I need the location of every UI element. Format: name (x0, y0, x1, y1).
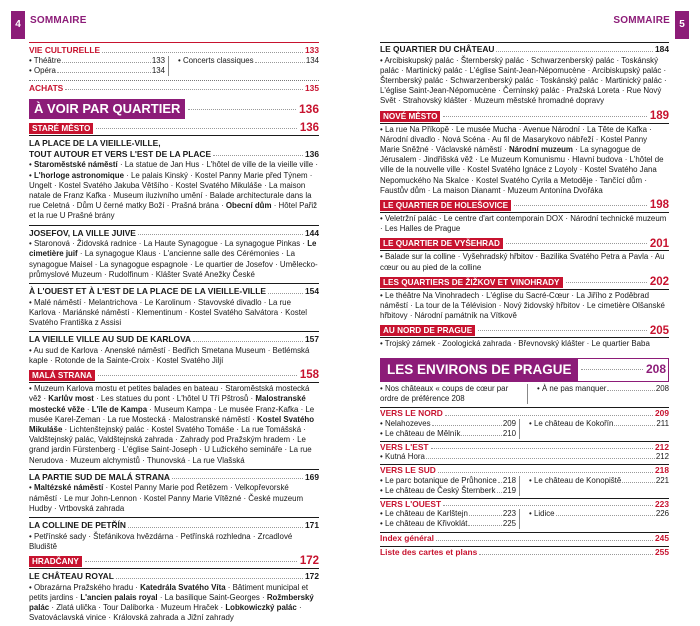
district-page: 205 (649, 324, 669, 337)
text-run: · Bâtiment municipal et petits jardins · (29, 582, 309, 602)
highlight: Malostranské mostecké věže (29, 394, 306, 414)
text-run: • Malé náměstí · Melantrichova · Le Karolinum · Stavovské divadlo · La rue Karlova · Mariánské náměstí · Klementinum · Kostel Svatého Salvátora · Kostel Svatého Františka z Assisi (29, 297, 308, 327)
divider (380, 42, 669, 43)
district-page: 198 (649, 199, 669, 212)
divider (380, 289, 669, 290)
subitem[interactable] (380, 429, 516, 439)
entry-contents (29, 532, 319, 552)
text-run: • (29, 483, 34, 493)
toc-sud-karlova[interactable] (29, 334, 319, 345)
running-head-left: SOMMAIRE (30, 15, 87, 26)
toc-vers-l-est[interactable] (380, 442, 669, 453)
district-title: LE QUARTIER DE VYŠEHRAD (380, 238, 503, 249)
subitem-label: • Nelahozeves (380, 418, 431, 428)
entry-title: Liste des cartes et plans (380, 547, 478, 558)
district-title: MALÁ STRANA (29, 370, 95, 381)
entry-title: ACHATS (29, 82, 64, 93)
subitem-label: • Le château de Český Šternberk (380, 485, 496, 495)
subitems-col-a (380, 509, 520, 529)
text-run: • Obrazárna Pražského hradu · (29, 582, 141, 592)
dot-leader (566, 282, 647, 283)
toc-chateau-royal[interactable] (29, 571, 319, 582)
toc-vers-l-ouest[interactable] (380, 499, 669, 510)
entry-contents (29, 239, 319, 280)
text-run: · La synagogue de Jérusalem · Jindřišská věž · Le Muzeum Komunismu · Hlavní budova · L'hôtel de ville de la nouvelle ville · Kostel Svatého Ignáce z Loyoly · Kostel Svatého Jana Nepomuckého Na Skalce · Kostel Svatého Cyrila a Metoděje · Tančící dům · Faustův dům · La maison Dianamt · Muzeum Antonína Dvořáka (380, 145, 664, 195)
subitem[interactable] (380, 486, 516, 496)
entry-contents (29, 298, 319, 329)
environs-intro (380, 384, 669, 404)
toc-zizkov-vinohrady[interactable] (380, 277, 669, 288)
toc-ouest-est-place[interactable] (29, 286, 319, 297)
divider (29, 42, 319, 43)
toc-partie-sud-mala-strana[interactable] (29, 472, 319, 483)
entry-contents (380, 56, 669, 107)
section-page: 208 (645, 362, 666, 377)
highlight: L'île de Kampa (91, 404, 148, 414)
entry-contents (29, 384, 319, 466)
subitem[interactable] (380, 509, 516, 519)
subitem[interactable] (529, 419, 669, 429)
divider (29, 283, 319, 284)
text-run: • Balade sur la colline · Vyšehradský hřbitov · Bazilika Svatého Petra a Pavla · Au cœur ou au pied de la colline (380, 252, 665, 272)
subitem-page: 225 (502, 519, 516, 529)
entry-title: JOSEFOV, LA VILLE JUIVE (29, 227, 136, 238)
highlight: L'horloge astronomique (33, 170, 124, 180)
subitem-label: • Concerts classiques (178, 55, 254, 65)
entry-title: LA PARTIE SUD DE MALÁ STRANA (29, 471, 170, 482)
divider (29, 382, 319, 383)
dot-leader (172, 478, 303, 479)
subitem-page: 208 (451, 393, 465, 403)
subitem-page: 211 (656, 418, 669, 428)
subitem[interactable] (29, 66, 165, 76)
toc-vie-culturelle[interactable] (29, 45, 319, 56)
highlight: Národní muzeum (508, 145, 573, 155)
dot-leader (85, 561, 297, 562)
entry-page: 136 (305, 148, 319, 159)
entry-page: 157 (305, 334, 319, 345)
district-title: HRADČANY (29, 556, 82, 567)
entry-page: 255 (655, 547, 669, 558)
dot-leader (193, 341, 303, 342)
dot-leader (96, 128, 296, 129)
text-run: · Museum Kampa · Le musée Franz-Kafka · Le musée Karel-Zeman · La rue Mostecká · Malostranské náměstí · (29, 404, 315, 424)
highlight: L'ancien palais royal (80, 592, 158, 602)
dot-leader (98, 375, 297, 376)
entry-page: 171 (305, 520, 319, 531)
subitems-col-a (29, 56, 169, 76)
subitem-label: • Le château de Konopiště (529, 475, 622, 485)
district-page: 201 (649, 237, 669, 250)
entry-page: 144 (305, 227, 319, 238)
entry-page: 133 (305, 45, 319, 55)
toc-nove-mesto[interactable] (380, 111, 669, 122)
dot-leader (556, 515, 655, 516)
dot-leader (116, 578, 303, 579)
dot-leader (461, 435, 501, 436)
dot-leader (443, 505, 653, 506)
toc-vers-le-sud[interactable] (380, 465, 669, 476)
subitem-page: 134 (151, 65, 165, 75)
entry-title: VERS L'OUEST (380, 498, 442, 509)
page-number-left: 4 (11, 11, 25, 39)
subitem-page: 212 (655, 452, 669, 462)
dot-leader (478, 330, 647, 331)
entry-title: LE QUARTIER DU CHÂTEAU (380, 44, 495, 54)
highlight: Le cimetière juif (29, 239, 317, 259)
dot-leader (438, 472, 653, 473)
text-run: • Trojský zámek · Zoologická zahrada · Břevnovský klášter · Le quartier Baba (380, 339, 650, 349)
entry-contents (29, 583, 319, 624)
subitem-page: 209 (502, 418, 516, 428)
entry-contents (29, 483, 319, 514)
highlight: Rožmberský palác (29, 592, 314, 613)
subitem[interactable] (380, 476, 516, 486)
divider (29, 80, 319, 81)
subitems-col-b (524, 509, 669, 529)
entry-page: 245 (655, 533, 669, 544)
section-title: À VOIR PAR QUARTIER (29, 99, 185, 119)
entry-title: LE CHÂTEAU ROYAL (29, 571, 114, 582)
text-run: • Petřínské sady · Štefánikova hvězdárna · Petřínská rozhledna · Zrcadlové Bludiště (29, 531, 293, 551)
dot-leader (468, 525, 501, 526)
subitems-col-a (380, 419, 520, 439)
entry-contents: • Staroměstské náměstí · La statue de Jan Hus · L'hôtel de ville de la vieille ville · • L'horloge astronomique · Le palais Kinský · Kostel Panny Marie před Týnem · Ungelt · Kostel Svatého Jakuba Většího · Kostel Svatého Mikuláše · La maison natale de Franz Kafka · Museum iluzivního umění · Balade architecturale dans la rue Celetná · Dům U černé matky Boží · Prašná brána · Obecní dům · Hôtel Pařiž et la rue U Prašné brány (29, 160, 318, 221)
entry-contents (380, 252, 669, 272)
toc-quartier-chateau[interactable] (380, 44, 669, 55)
divider (29, 517, 319, 518)
dot-leader (498, 482, 502, 483)
dot-leader (426, 458, 655, 459)
text-run: · Svatováclavská vinice · Královská zahrada a Jižní zahrady (29, 603, 302, 623)
toc-place-vieille-ville[interactable] (29, 138, 319, 159)
divider (29, 331, 319, 332)
entry-title: Index général (380, 533, 434, 544)
entry-contents (29, 346, 319, 366)
district-title: AU NORD DE PRAGUE (380, 325, 475, 336)
entry-title: LA VIEILLE VILLE AU SUD DE KARLOVA (29, 334, 192, 345)
dot-leader (496, 51, 653, 52)
running-head-right: SOMMAIRE (613, 15, 670, 26)
dot-leader (128, 527, 303, 528)
toc-index-general[interactable] (380, 533, 669, 544)
dot-leader (138, 234, 303, 235)
entry-title: VIE CULTURELLE (29, 45, 101, 55)
entry-title: VERS L'EST (380, 441, 429, 452)
text-run: • La rue Na Příkopě · Le musée Mucha · Avenue Národní · La Tête de Kafka · Národní divadlo · Nová Scéna · Au fil de Masarykovo nábřeží · Kostel Panny Marie Sněžné · Václavské náměstí · (380, 124, 652, 155)
dot-leader (622, 482, 655, 483)
divider (380, 250, 669, 251)
text-run: · Le palais Kinský · Kostel Panny Marie před Týnem · Ungelt · Kostel Svatého Jakuba Většího · Kostel Svatého Mikuláše · La maison natale de Franz Kafka · Museum iluzivního umění · Balade architecturale dans la rue Celetná · Dům U černé matky Boží · Prašná brána · (29, 170, 313, 211)
subitem[interactable] (380, 452, 669, 462)
toc-mala-strana[interactable] (29, 370, 319, 381)
subitem[interactable] (380, 519, 516, 529)
district-page: 158 (299, 369, 319, 382)
subitem-page: 134 (305, 55, 319, 65)
subitems-col-a (380, 476, 520, 496)
entry-page: 223 (655, 498, 669, 509)
entry-page: 154 (305, 286, 319, 296)
subitem-page: 210 (502, 428, 516, 438)
subitem-label: • À ne pas manquer (537, 383, 607, 393)
text-run: · Les statues du pont · L'hôtel U Tří Pštrosů · (93, 394, 256, 404)
dot-leader (443, 116, 646, 117)
district-page: 202 (649, 276, 669, 289)
dot-leader (102, 52, 303, 53)
toc-holesovice[interactable] (380, 200, 669, 211)
divider (29, 225, 319, 226)
subitem[interactable] (529, 476, 669, 486)
entry-page: 172 (305, 571, 319, 582)
subitem-label: • Lidice (529, 509, 555, 519)
subitem-label: • Le château de Mělník (380, 428, 461, 438)
highlight: Staroměstské náměstí (33, 160, 118, 170)
right-column (380, 42, 669, 558)
text-run: · La basilique Saint-Georges · (157, 592, 267, 602)
subitem-label: • Théâtre (29, 55, 62, 65)
subitem-page: 223 (502, 509, 516, 519)
text-run: • Le théâtre Na Vinohradech · L'église du Sacré-Cœur · La Jiřího z Poděbrad náměstí · La tour de la Télévision · Nový židovský hřbitov · Le cimetière Olšanské hřbitovy · Národní památník na Vítkově (380, 290, 665, 321)
text-run: • Arcibiskupský palác · Šternberský palác · Schwarzenberský palác · Toskánský palác · Martinický palác · L'église Saint-Jean-Népomucène · Arcibiskupský palác · Šternberský palác · Schwarzenberský palác · Toskánský palác · Martinický palác · L'église Saint-Jean-Népomucène · Černínský palác · Pražská Loreta · Rue Nový Svět · Strahovský klášter · Muzeum městské hromadné dopravy (380, 55, 667, 106)
district-title: LES QUARTIERS DE ŽIŽKOV ET VINOHRADY (380, 277, 563, 288)
toc-a-voir-par-quartier[interactable] (29, 99, 319, 119)
subitem-label: • Le château de Karlštejn (380, 509, 468, 519)
highlight: Katedrála Svatého Víta (140, 582, 226, 592)
text-run: · Hôtel Pařiž et la rue U Prašné brány (29, 201, 318, 221)
subitem-page: 218 (502, 475, 516, 485)
text-run: · La synagogue Klaus · L'ancienne salle des Cérémonies · La synagogue Maisel · La synagogue espagnole · Le quartier de Josefov · Umělecko-průmyslové Muzeum · Rudolfinum · Klášter Svaté Anežky České (29, 249, 318, 279)
dot-leader (432, 425, 502, 426)
divider (29, 568, 319, 569)
subitem[interactable] (380, 384, 524, 404)
subitem-page: 219 (502, 485, 516, 495)
dot-leader (607, 390, 654, 391)
text-run: • Veletržní palác · Le centre d'art contemporain DOX · Národní technické muzeum · Les Halles de Prague (380, 214, 667, 234)
text-run: • Staronová · Židovská radnice · La Haute Synagogue · La synagogue Pinkas · (29, 239, 308, 249)
dot-leader (255, 62, 305, 63)
toc-nord-prague[interactable] (380, 325, 669, 336)
dot-leader (469, 515, 502, 516)
dot-leader (514, 205, 647, 206)
page-number-right: 5 (675, 11, 689, 39)
subitems-col-b (173, 56, 319, 76)
subitem-label: • Opéra (29, 65, 56, 75)
district-title: STARÉ MĚSTO (29, 123, 93, 134)
subitem-label: • Le parc botanique de Průhonice (380, 475, 497, 485)
section-page: 136 (298, 101, 319, 116)
dot-leader (479, 554, 653, 555)
entry-title-line2: TOUT AUTOUR ET VERS L'EST DE LA PLACE (29, 148, 212, 159)
entry-title-line1: LA PLACE DE LA VIEILLE-VILLE, (29, 138, 161, 149)
highlight: Kostel Svatého Mikuláše (29, 414, 315, 435)
subitem[interactable] (29, 56, 165, 66)
dot-leader (188, 109, 296, 110)
toc-hradcany[interactable] (29, 556, 319, 567)
entry-contents (380, 125, 669, 196)
entry-page: 169 (305, 471, 319, 482)
dot-leader (65, 89, 303, 90)
dot-leader (213, 155, 303, 156)
dot-leader (445, 415, 653, 416)
dot-leader (431, 448, 653, 449)
entry-contents (380, 291, 669, 322)
district-title: NOVÉ MĚSTO (380, 111, 440, 122)
dot-leader (614, 425, 655, 426)
subitem[interactable] (178, 56, 319, 66)
dot-leader (268, 293, 303, 294)
subitem-label: • Kutná Hora (380, 452, 425, 462)
subitem-page: 208 (655, 383, 669, 393)
toc-stare-mesto[interactable] (29, 123, 319, 134)
toc-liste-cartes[interactable] (380, 547, 669, 558)
dot-leader (497, 492, 502, 493)
toc-josefov[interactable] (29, 228, 319, 239)
divider (29, 469, 319, 470)
dot-leader (62, 62, 151, 63)
subitems-col-b (532, 384, 669, 404)
entry-title: À L'OUEST ET À L'EST DE LA PLACE DE LA VIEILLE-VILLE (29, 286, 266, 296)
text-run: • Au sud de Karlova · Anenské náměstí · Bedřich Smetana Museum · Betlémská kaple · Rotonde de la Sainte-Croix · Kostel Svatého Jiljí (29, 345, 310, 365)
divider (380, 123, 669, 124)
entry-contents (380, 214, 669, 234)
text-run: · Kostel Panny Marie pod Řetězem · Velkopřevorské náměstí · Le mur John-Lennon · Kostel Panny Marie Vítězné · České muzeum Hudby · Vrtbovská zahrada (29, 483, 304, 513)
highlight: Obecní dům (225, 201, 272, 211)
entry-title: VERS LE NORD (380, 408, 443, 419)
toc-environs-de-prague[interactable] (380, 358, 669, 382)
subitem-label: • Le château de Křivoklát (380, 519, 468, 529)
divider (380, 212, 669, 213)
subitems-col-b (524, 476, 669, 496)
vers-le-nord-items (380, 419, 669, 439)
toc-achats[interactable] (29, 83, 319, 94)
highlight: Karlův most (48, 394, 94, 404)
divider (29, 135, 319, 136)
highlight: Lobkowiczký palác (225, 603, 297, 613)
dot-leader (436, 540, 653, 541)
entry-page: 184 (655, 44, 669, 54)
subitem-page: 226 (655, 509, 669, 519)
district-page: 189 (649, 109, 669, 122)
dot-leader (581, 369, 643, 370)
text-run: · (84, 404, 92, 414)
entry-page: 218 (655, 465, 669, 476)
subitem-page: 133 (151, 55, 165, 65)
district-title: LE QUARTIER DE HOLEŠOVICE (380, 200, 511, 211)
text-run: · La statue de Jan Hus · L'hôtel de ville de la vieille ville · (117, 160, 318, 170)
text-run: · Lichtenštejnský palác · Kostel Svatého Tomáše · La rue Tomášská · Valdštejnský palác, Valdštejnská zahrada · Zahrady pod Pražským hradem · Le grand jardin Fürstenberg · L'église Saint-Joseph · U Lužického semináře · La rue Nerudova · Muzeum alchymistů · Thunovská · La rue Vlašská (29, 425, 312, 465)
toc-vysehrad[interactable] (380, 238, 669, 249)
toc-colline-petrin[interactable] (29, 520, 319, 531)
subitems-col-b (524, 419, 669, 439)
left-column (29, 42, 319, 626)
highlight: Maltézské náměstí (33, 483, 104, 493)
text-run: • Muzeum Karlova mostu et petites balades en bateau · Staroměstská mostecká věž · (29, 384, 310, 404)
district-page: 136 (299, 122, 319, 135)
entry-contents (380, 339, 669, 349)
vers-l-ouest-items (380, 509, 669, 529)
dot-leader (506, 243, 647, 244)
entry-page: 209 (655, 408, 669, 419)
toc-vers-le-nord[interactable] (380, 408, 669, 419)
subitem-page: 221 (655, 475, 669, 485)
vers-le-sud-items (380, 476, 669, 496)
entry-page: 212 (655, 441, 669, 452)
section-title: LES ENVIRONS DE PRAGUE (381, 359, 578, 381)
entry-title: VERS LE SUD (380, 465, 436, 476)
subitem-label: • Le château de Kokořín (529, 418, 614, 428)
subitems-col-a (380, 384, 528, 404)
entry-page: 135 (305, 82, 319, 93)
subitem-label: • Nos châteaux « coups de cœur par ordre de préférence (380, 383, 509, 403)
entry-title: LA COLLINE DE PETŘÍN (29, 520, 126, 531)
subitem[interactable] (537, 384, 669, 394)
subitem[interactable] (380, 419, 516, 429)
subitem[interactable] (529, 509, 669, 519)
divider (380, 337, 669, 338)
vie-culturelle-subitems (29, 56, 319, 76)
dot-leader (57, 72, 151, 73)
district-page: 172 (299, 555, 319, 568)
text-run: · Zlatá ulička · Tour Daliborka · Muzeum Hraček · (49, 603, 226, 613)
